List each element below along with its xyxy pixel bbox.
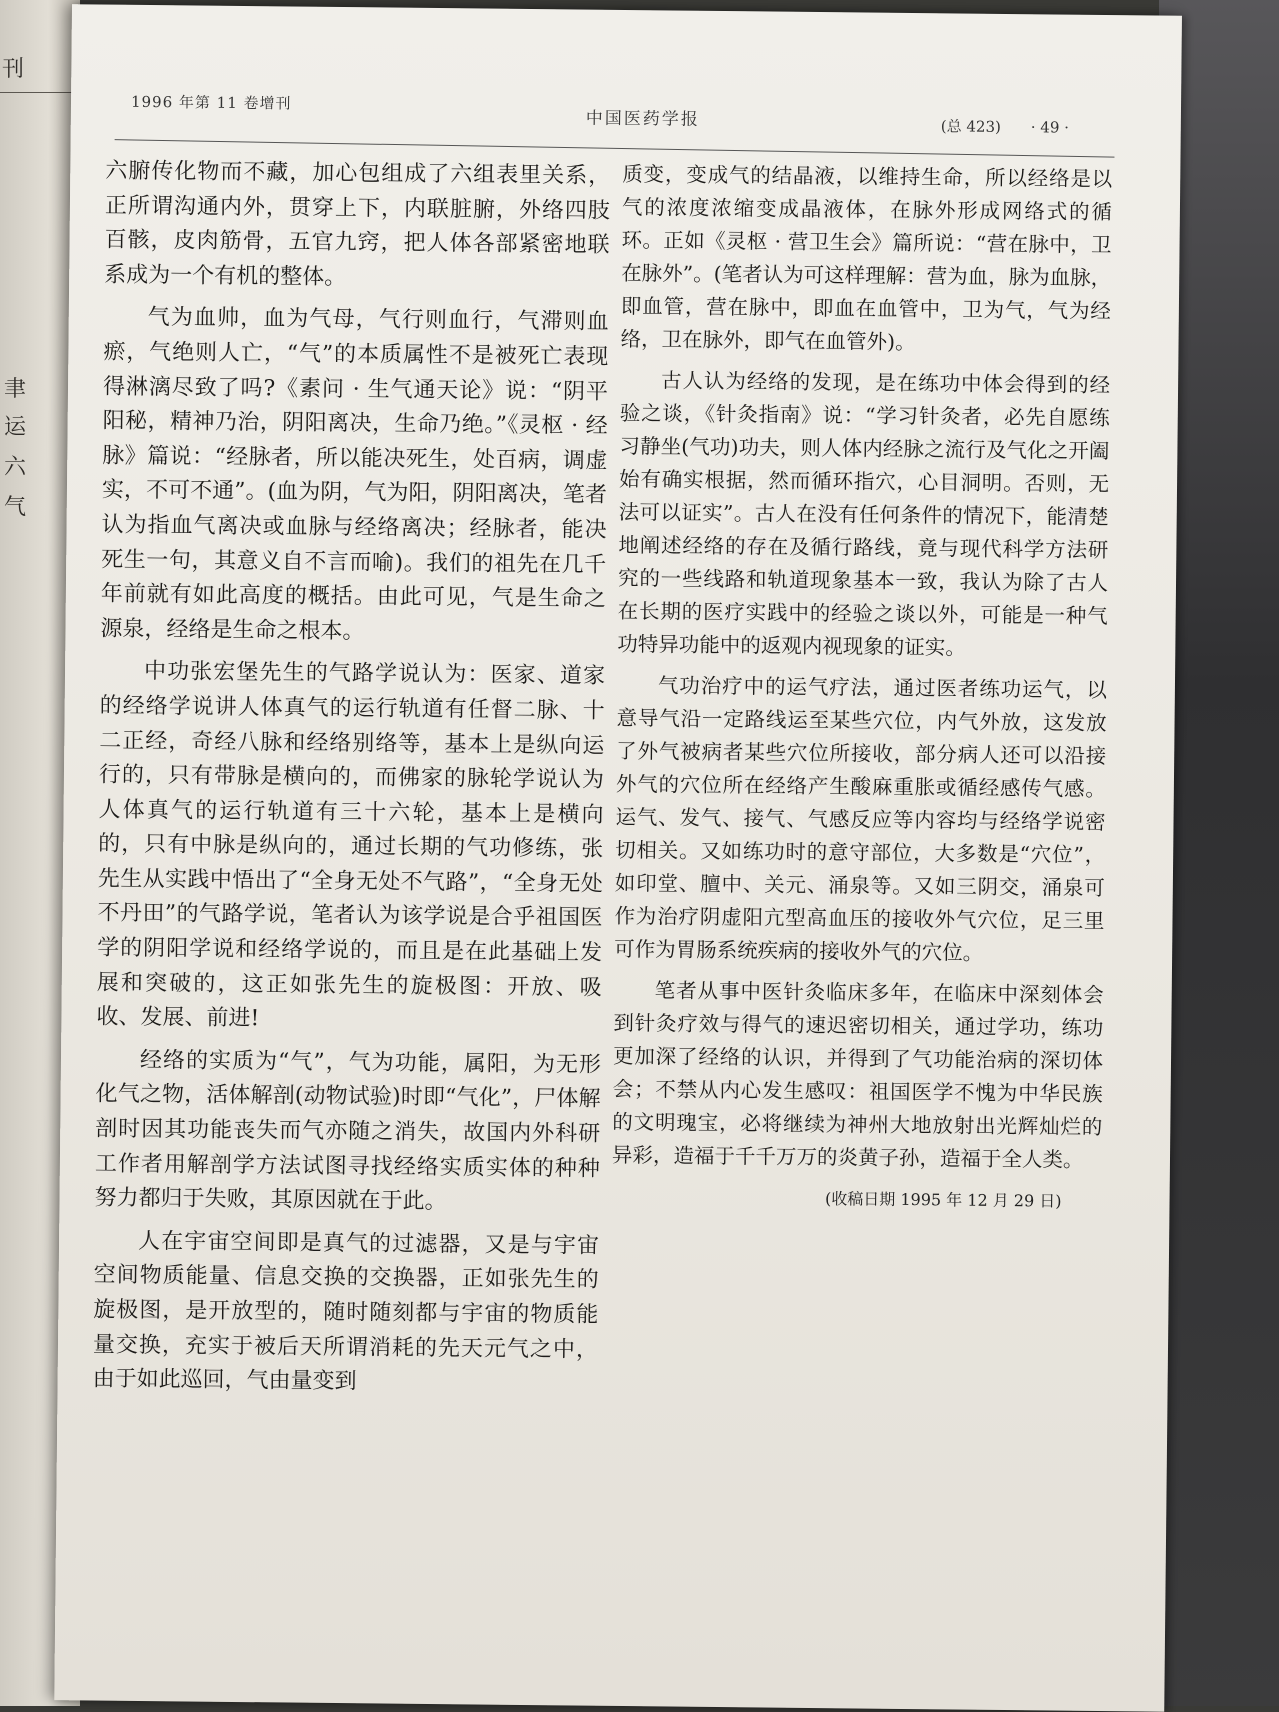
- left-page-fragment: 聿: [4, 377, 27, 402]
- running-header: [131, 85, 1131, 135]
- received-date: (收稿日期 1995 年 12 月 29 日): [825, 1189, 1062, 1211]
- paragraph: 古人认为经络的发现，是在练功中体会得到的经验之谈，《针灸指南》说：“学习针灸者，必先自愿练习静坐(气功)功夫，则人体内经脉之流行及气化之开阖始有确实根据，然而循环指穴，心目洞明。否则，无法可以证实”。古人在没有任何条件的情况下，能清楚地阐述经络的存在及循行路线，竟与现代科学方法研究的一些线路和轨道现象基本一致，我认为除了古人在长期的医疗实践中的经验之谈以外，可能是一种气功特异功能中的返观内视现象的证实。: [617, 368, 1111, 660]
- issue-label: 1996 年第 11 卷增刊: [130, 92, 292, 113]
- paragraph: 人在宇宙空间即是真气的过滤器，又是与宇宙空间物质能量、信息交换的交换器，正如张先生的旋极图，是开放型的，随时随刻都与宇宙的物质能量交换，充实于被后天所谓消耗的先天元气之中，由于如此巡回，气由量变到: [92, 1228, 600, 1395]
- left-page-fragment: 运: [4, 415, 27, 440]
- paragraph: 六腑传化物而不藏，加心包组成了六组表里关系，正所谓沟通内外，贯穿上下，内联脏腑，外络四肢百骸，皮肉筋骨，五官九窍，把人体各部紧密地联系成为一个有机的整体。: [104, 158, 611, 290]
- left-page-fragment: 六: [4, 455, 27, 480]
- paragraph: 气功治疗中的运气疗法，通过医者练功运气，以意导气沿一定路线运至某些穴位，内气外放，这发放了外气被病者某些穴位所接收，部分病人还可以沿接外气的穴位所在经络产生酸麻重胀或循经感传气感。运气、发气、接气、气感反应等内容均与经络学说密切相关。又如练功时的意守部位，大多数是“穴位”，如印堂、膻中、关元、涌泉等。又如三阴交，涌泉可作为治疗阴虚阳亢型高血压的接收外气穴位，足三里可作为胃肠系统疾病的接收外气的穴位。: [614, 673, 1108, 965]
- paragraph: 经络的实质为“气”，气为功能，属阳，为无形化气之物，活体解剖(动物试验)时即“气化”，尸体解剖时因其功能丧失而气亦随之消失，故国内外科研工作者用解剖学方法试图寻找经络实质实体的种种努力都归于失败，其原因就在于此。: [94, 1047, 602, 1215]
- left-page-rule: [0, 92, 72, 93]
- header-rule: [115, 139, 1115, 157]
- journal-page: [54, 4, 1182, 1712]
- paragraph: 笔者从事中医针灸临床多年，在临床中深刻体会到针灸疗效与得气的速迟密切相关，通过学功，练功更加深了经络的认识，并得到了气功能治病的深切体会；不禁从内心发生感叹：祖国医学不愧为中华民族的文明瑰宝，必将继续为神州大地放射出光辉灿烂的异彩，造福于千千万万的炎黄子孙，造福于全人类。: [611, 978, 1104, 1172]
- paragraph: 中功张宏堡先生的气路学说认为：医家、道家的经络学说讲人体真气的运行轨道有任督二脉、十二正经，奇经八脉和经络别络等，基本上是纵向运行的，只有带脉是横向的，而佛家的脉轮学说认为人体真气的运行轨道有三十六轮，基本上是横向的，只有中脉是纵向的，通过长期的气功修练，张先生从实践中悟出了“全身无处不气路”，“全身无处不丹田”的气路学说，笔者认为该学说是合乎祖国医学的阴阳学说和经络学说的，而且是在此基础上发展和突破的，这正如张先生的旋极图：开放、吸收、发展、前进!: [96, 659, 606, 1032]
- page-number: · 49 ·: [1030, 118, 1070, 137]
- left-page-fragment: 刊: [2, 57, 25, 82]
- paragraph: 气为血帅，血为气母，气行则血行，气滞则血瘀，气绝则人亡，“气”的本质属性不是被死亡表现得淋漓尽致了吗?《素问 · 生气通天论》说：“阴平阳秘，精神乃治，阴阳离决，生命乃绝。”《灵枢 · 经脉》篇说：“经脉者，所以能决死生，处百病，调虚实，不可不通”。(血为阴，气为阳，阴阳离决，笔者认为指血气离决或血脉与经络离决；经脉者，能决死生一句，其意义自不言而喻)。我们的祖先在几千年前就有如此高度的概括。由此可见，气是生命之源泉，经络是生命之根本。: [100, 305, 609, 645]
- left-page-fragment: 气: [4, 495, 27, 520]
- journal-title: 中国医药学报: [585, 108, 700, 130]
- left-column: [92, 155, 610, 1411]
- right-column: [611, 158, 1112, 1218]
- total-page-number: (总 423): [940, 117, 1001, 136]
- paragraph: 质变，变成气的结晶液，以维持生命，所以经络是以气的浓度浓缩变成晶液体，在脉外形成网络式的循环。正如《灵枢 · 营卫生会》篇所说：“营在脉中，卫在脉外”。(笔者认为可这样理解：营为血，脉为血脉，即血管，营在脉中，即血在血管中，卫为气，气为经络，卫在脉外，即气在血管外)。: [620, 161, 1113, 355]
